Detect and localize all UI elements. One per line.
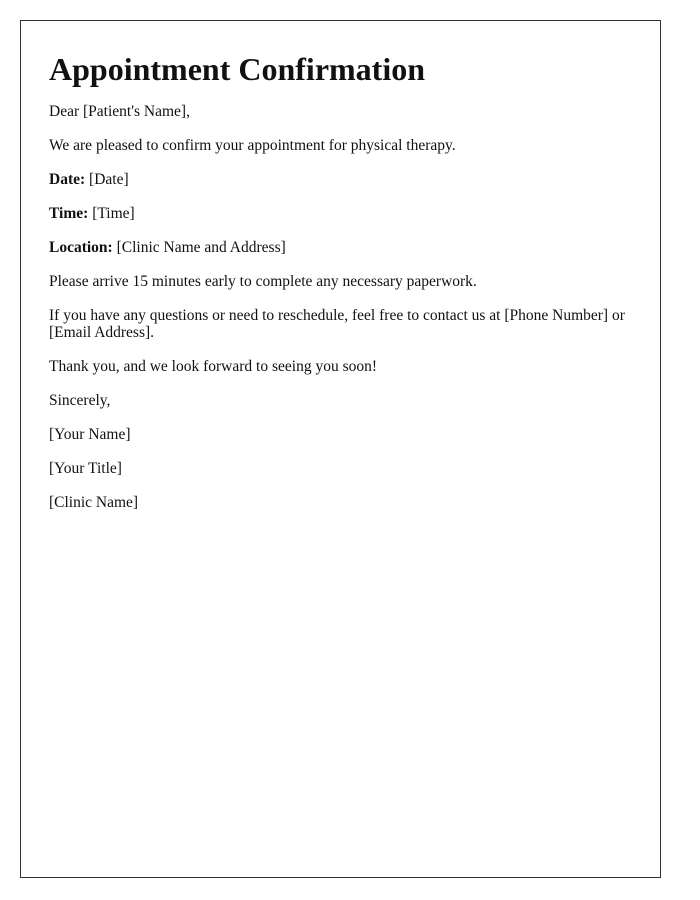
time-value: [Time] [92, 205, 135, 222]
location-value: [Clinic Name and Address] [116, 239, 286, 256]
clinic-name: [Clinic Name] [49, 494, 139, 511]
time-line [49, 205, 632, 222]
greeting: Dear [Patient's Name], [49, 103, 190, 120]
thanks-paragraph: Thank you, and we look forward to seeing you soon! [49, 358, 378, 375]
intro-paragraph: We are pleased to confirm your appointment for physical therapy. [49, 137, 456, 154]
page-title: Appointment Confirmation [49, 51, 426, 87]
signer-name: [Your Name] [49, 426, 131, 443]
time-label: Time: [49, 205, 89, 222]
date-value: [Date] [89, 171, 129, 188]
signer-title: [Your Title] [49, 460, 122, 477]
date-label: Date: [49, 171, 86, 188]
letter-page [20, 20, 661, 878]
location-label: Location: [49, 239, 113, 256]
arrival-note: Please arrive 15 minutes early to complete any necessary paperwork. [49, 273, 477, 290]
closing: Sincerely, [49, 392, 111, 409]
contact-note: If you have any questions or need to reschedule, feel free to contact us at [Phone Number] or [Email Address]. [49, 307, 625, 341]
location-line [49, 239, 632, 256]
date-line [49, 171, 632, 188]
